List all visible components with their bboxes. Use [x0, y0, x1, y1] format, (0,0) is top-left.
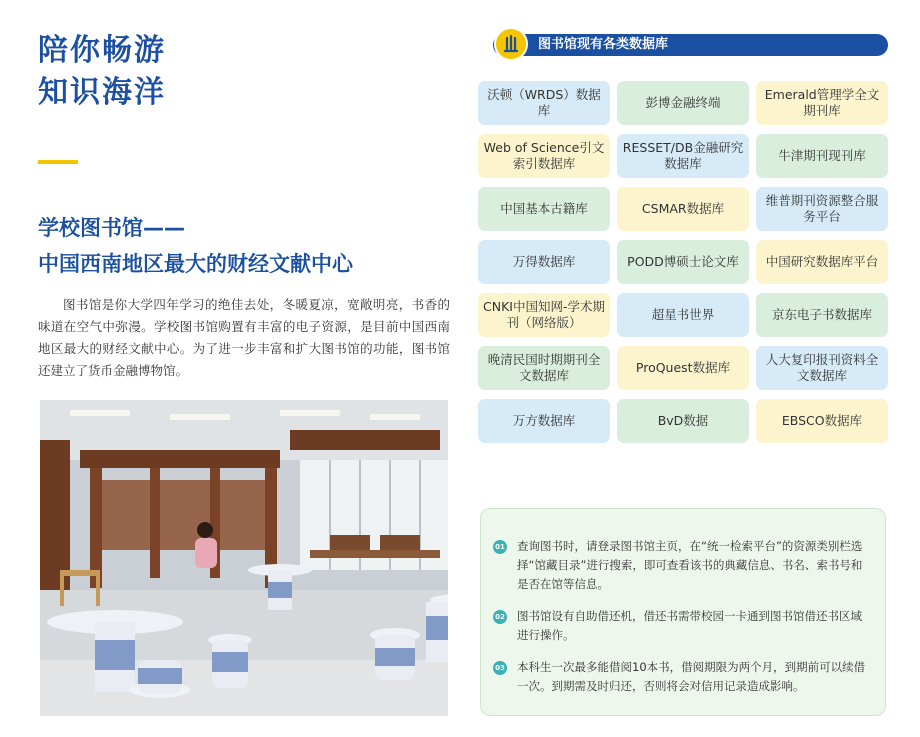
divider [38, 160, 78, 164]
tip-text: 图书馆设有自助借还机，借还书需带校园一卡通到图书馆借还书区域进行操作。 [517, 609, 862, 642]
database-tile: 彭博金融终端 [617, 81, 749, 125]
database-tile: 晚清民国时期期刊全文数据库 [478, 346, 610, 390]
section-title-line-2: 中国西南地区最大的财经文献中心 [38, 252, 353, 276]
database-tile: 维普期刊资源整合服务平台 [756, 187, 888, 231]
tip-text: 查询图书时，请登录图书馆主页，在“统一检索平台”的资源类别栏选择“馆藏目录”进行搜索，即可查看该书的典藏信息、书名、索书号和是否在馆等信息。 [517, 539, 863, 591]
headline-line-2: 知识海洋 [38, 75, 166, 110]
database-tile: Emerald管理学全文期刊库 [756, 81, 888, 125]
database-tile: CSMAR数据库 [617, 187, 749, 231]
database-tile: ProQuest数据库 [617, 346, 749, 390]
headline [38, 30, 166, 114]
section-title-line-1: 学校图书馆—— [38, 216, 185, 240]
tip-item [493, 658, 871, 696]
section-title [38, 210, 353, 282]
tip-number-badge: 02 [493, 610, 507, 624]
headline-line-1: 陪你畅游 [38, 33, 166, 68]
tip-number-badge: 01 [493, 540, 507, 554]
database-grid [478, 81, 888, 443]
tip-number-badge: 03 [493, 661, 507, 675]
database-tile: 沃顿（WRDS）数据库 [478, 81, 610, 125]
intro-paragraph: 图书馆是你大学四年学习的绝佳去处，冬暖夏凉，宽敞明亮，书香的味道在空气中弥漫。学校图书馆购置有丰富的电子资源，是目前中国西南地区最大的财经文献中心。为了进一步丰富和扩大图书馆的功能，图书馆还建立了货币金融博物馆。 [38, 297, 450, 378]
database-tile: PODD博硕士论文库 [617, 240, 749, 284]
database-tile: BvD数据 [617, 399, 749, 443]
tip-item [493, 607, 871, 645]
library-interior-photo [40, 400, 448, 716]
banner-title: 图书馆现有各类数据库 [538, 37, 669, 52]
tip-item [493, 537, 871, 594]
database-tile: Web of Science引文索引数据库 [478, 134, 610, 178]
database-tile: EBSCO数据库 [756, 399, 888, 443]
database-tile: CNKI中国知网-学术期刊（网络版） [478, 293, 610, 337]
library-logo-icon [494, 27, 528, 61]
tip-text: 本科生一次最多能借阅10本书，借阅期限为两个月，到期前可以续借一次。到期需及时归还，否则将会对信用记录造成影响。 [517, 660, 866, 693]
database-tile: 中国基本古籍库 [478, 187, 610, 231]
database-tile: 万得数据库 [478, 240, 610, 284]
database-tile: RESSET/DB金融研究数据库 [617, 134, 749, 178]
database-tile: 人大复印报刊资料全文数据库 [756, 346, 888, 390]
database-tile: 京东电子书数据库 [756, 293, 888, 337]
database-banner [493, 34, 888, 56]
database-tile: 万方数据库 [478, 399, 610, 443]
library-tips [480, 508, 886, 716]
database-tile: 牛津期刊现刊库 [756, 134, 888, 178]
database-tile: 超星书世界 [617, 293, 749, 337]
database-tile: 中国研究数据库平台 [756, 240, 888, 284]
